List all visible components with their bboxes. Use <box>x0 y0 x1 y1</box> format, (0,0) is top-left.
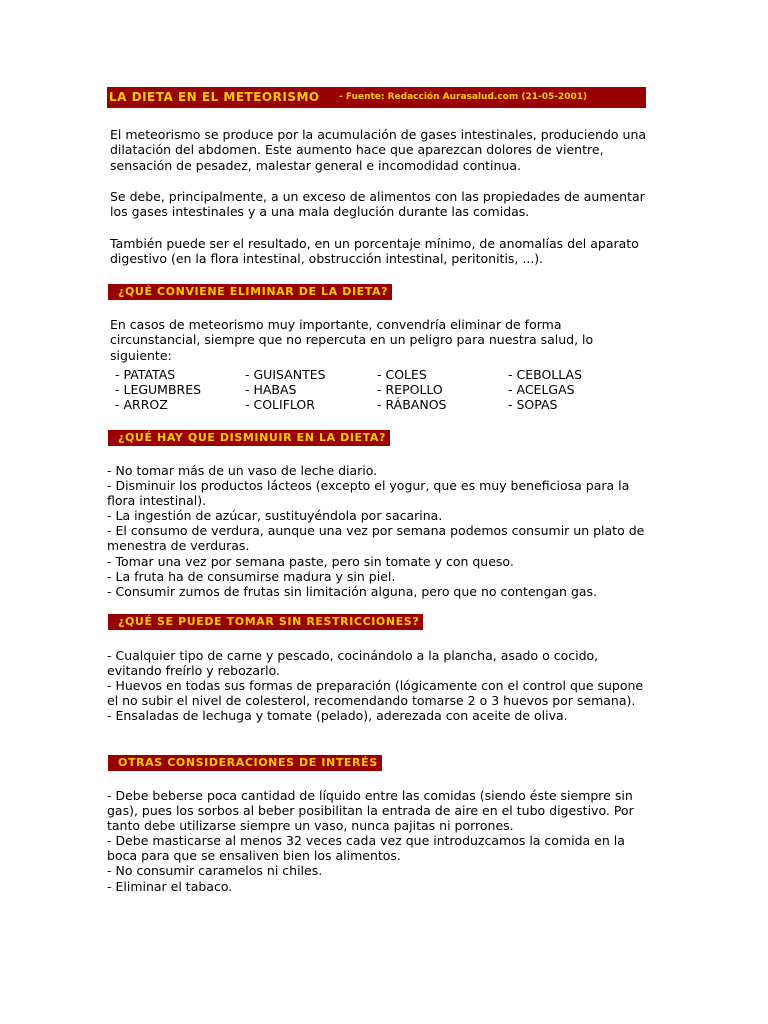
section4-list <box>107 788 652 894</box>
food-item: - ACELGAS <box>508 382 575 397</box>
list-item: - Tomar una vez por semana paste, pero sin tomate y con queso. <box>107 553 514 569</box>
list-item: - Disminuir los productos lácteos (excepto el yogur, que es muy beneficiosa para la flora intestinal). <box>107 478 630 509</box>
section1-text: En casos de meteorismo muy importante, convendría eliminar de forma circunstancial, siempre que no repercuta en un peligro para nuestra salud, lo siguiente: <box>110 317 594 363</box>
source-attribution: - Fuente: Redacción Aurasalud.com (21-05-2001) <box>339 92 588 102</box>
title-bar <box>107 87 646 108</box>
list-item: - La ingestión de azúcar, sustituyéndola por sacarina. <box>107 508 443 524</box>
list-item: - Cualquier tipo de carne y pescado, cocinándolo a la plancha, asado o cocido, evitando freírlo y rebozarlo. <box>107 648 599 679</box>
list-item: - El consumo de verdura, aunque una vez por semana podemos consumir un plato de menestra de verduras. <box>107 523 645 554</box>
section-heading-disminuir: ¿QUÉ HAY QUE DISMINUIR EN LA DIETA? <box>108 430 390 446</box>
section3-list <box>107 648 652 723</box>
list-item: - La fruta ha de consumirse madura y sin piel. <box>107 568 396 584</box>
list-item: - Ensaladas de lechuga y tomate (pelado), aderezada con aceite de oliva. <box>107 708 568 724</box>
food-item: - COLIFLOR <box>245 397 315 412</box>
food-item: - ARROZ <box>115 397 168 412</box>
list-item: - Debe beberse poca cantidad de líquido entre las comidas (siendo éste siempre sin gas), pues los sorbos al beber posibilitan la entrada de aire en el tubo digestivo. Por tanto debe utilizarse siempre un vaso, nunca pajitas ni porrones. <box>107 788 634 834</box>
food-item: - LEGUMBRES <box>115 382 202 397</box>
food-item: - GUISANTES <box>245 367 326 382</box>
food-item: - RÁBANOS <box>377 397 447 412</box>
section-heading-eliminar: ¿QUÉ CONVIENE ELIMINAR DE LA DIETA? <box>108 284 392 300</box>
section-heading-otras-consideraciones: OTRAS CONSIDERACIONES DE INTERÉS <box>108 755 382 771</box>
food-item: - COLES <box>377 367 427 382</box>
intro-paragraph-1: El meteorismo se produce por la acumulación de gases intestinales, produciendo una dilatación del abdomen. Este aumento hace que aparezcan dolores de vientre, sensación de pesadez, malestar general e incomodidad continua. <box>110 127 647 173</box>
section-heading-sin-restricciones: ¿QUÉ SE PUEDE TOMAR SIN RESTRICCIONES? <box>108 614 423 630</box>
list-item: - No tomar más de un vaso de leche diario. <box>107 463 378 478</box>
section2-list <box>107 463 652 599</box>
intro-paragraph-3: También puede ser el resultado, en un porcentaje mínimo, de anomalías del aparato digestivo (en la flora intestinal, obstrucción intestinal, peritonitis, ...). <box>110 236 639 267</box>
food-item: - REPOLLO <box>377 382 443 397</box>
list-item: - Consumir zumos de frutas sin limitación alguna, pero que no contengan gas. <box>107 583 598 599</box>
list-item: - Debe masticarse al menos 32 veces cada vez que introduzcamos la comida en la boca para que se ensaliven bien los alimentos. <box>107 833 625 864</box>
intro-paragraph-2: Se debe, principalmente, a un exceso de alimentos con las propiedades de aumentar los gases intestinales y a una mala deglución durante las comidas. <box>110 189 645 220</box>
page-title: LA DIETA EN EL METEORISMO <box>109 90 320 104</box>
list-item: - Huevos en todas sus formas de preparación (lógicamente con el control que supone el no subir el nivel de colesterol, recomendando tomarse 2 o 3 huevos por semana). <box>107 678 644 709</box>
list-item: - No consumir caramelos ni chiles. <box>107 863 323 879</box>
food-item: - CEBOLLAS <box>508 367 583 382</box>
food-item: - PATATAS <box>115 367 176 382</box>
food-item: - SOPAS <box>508 397 558 412</box>
list-item: - Eliminar el tabaco. <box>107 878 233 894</box>
food-item: - HABAS <box>245 382 297 397</box>
